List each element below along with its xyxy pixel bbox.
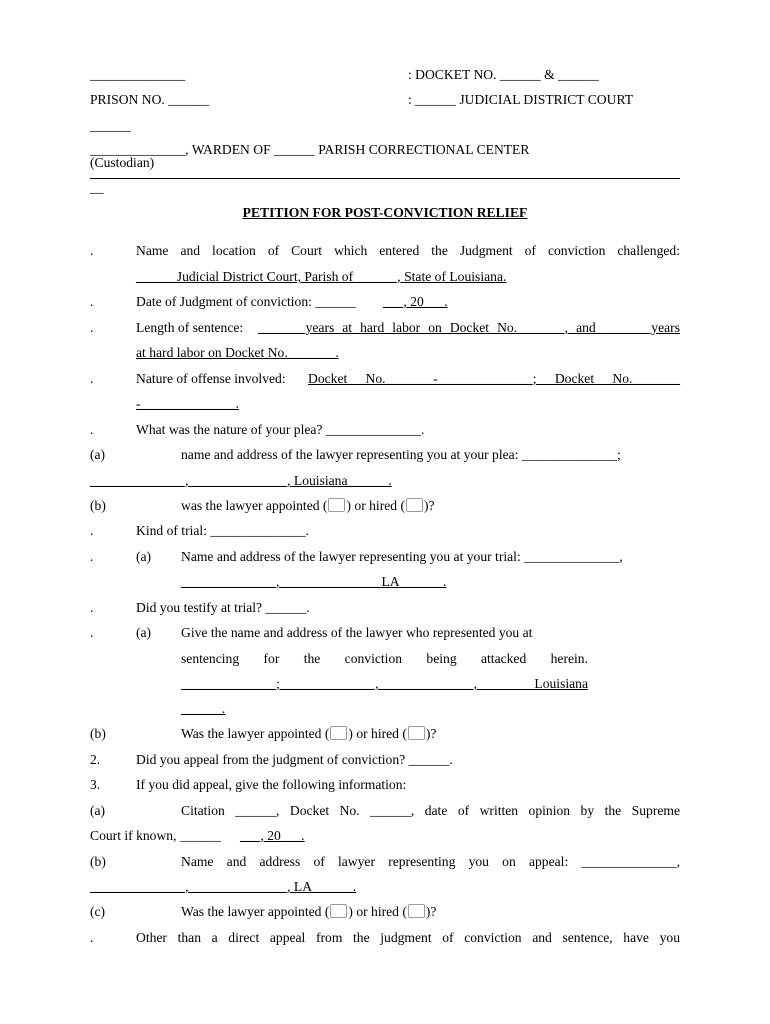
appeal-citation-question-2: Court if known, ______ xyxy=(90,828,221,843)
question-text: Was the lawyer appointed ( xyxy=(181,726,330,741)
warden-line: ______________, WARDEN OF ______ PARISH CORRECTIONAL CENTER xyxy=(90,142,530,157)
divider-tail: __ xyxy=(90,180,104,195)
sentencing-lawyer-answer-2: ______. xyxy=(181,701,226,716)
sentence-length-question: Length of sentence: xyxy=(136,320,244,335)
question-text: )? xyxy=(425,904,437,919)
question-text: ) or hired ( xyxy=(346,498,405,513)
docket-number: : DOCKET NO. ______ & ______ xyxy=(408,67,599,82)
hired-checkbox[interactable] xyxy=(406,498,423,512)
sentencing-lawyer-question-2: sentencing for the conviction being attacked herein. xyxy=(181,651,588,666)
appeal-date-answer: ___, 20___. xyxy=(240,828,305,843)
hired-checkbox[interactable] xyxy=(408,726,425,740)
item-number: . xyxy=(90,422,94,437)
subitem-label: (b) xyxy=(90,726,106,741)
subitem-label: (b) xyxy=(90,498,106,513)
sentence-length-answer: _______years at hard labor on Docket No._______, and _______years xyxy=(258,320,680,335)
other-proceedings-question: Other than a direct appeal from the judgment of conviction and sentence, have you xyxy=(136,930,680,945)
plea-lawyer-appointed-question xyxy=(181,498,435,514)
offense-answer-2: -______________. xyxy=(136,396,240,411)
subitem-label: (a) xyxy=(136,625,152,640)
hired-checkbox[interactable] xyxy=(408,904,425,918)
item-number: 2. xyxy=(90,752,101,767)
question-text: was the lawyer appointed ( xyxy=(181,498,328,513)
item-number: . xyxy=(90,371,94,386)
item-number: . xyxy=(90,294,94,309)
appeal-lawyer-answer: ______________, ______________, LA______. xyxy=(90,879,357,894)
appeal-question: Did you appeal from the judgment of conviction? ______. xyxy=(136,752,453,767)
question-text: )? xyxy=(423,498,435,513)
sentencing-lawyer-question: Give the name and address of the lawyer who represented you at xyxy=(181,625,533,640)
subitem-label: (c) xyxy=(90,904,106,919)
item-number: . xyxy=(90,930,94,945)
plea-question: What was the nature of your plea? ______________. xyxy=(136,422,425,437)
plea-lawyer-question: name and address of the lawyer representing you at your plea: ______________; xyxy=(181,447,621,462)
plea-lawyer-answer: ______________, ______________, Louisiana______. xyxy=(90,473,392,488)
appeal-lawyer-question: Name and address of lawyer representing you on appeal: ______________, xyxy=(181,854,680,869)
appointed-checkbox[interactable] xyxy=(328,498,345,512)
petitioner-name-blank: ______________ xyxy=(90,67,186,82)
subitem-label: (a) xyxy=(90,803,106,818)
sentencing-lawyer-answer: ______________;______________,______________, Louisiana xyxy=(181,676,588,691)
subitem-label: (a) xyxy=(90,447,106,462)
question-text: )? xyxy=(425,726,437,741)
item-number: . xyxy=(90,523,94,538)
sentencing-lawyer-appointed-question xyxy=(181,726,436,742)
appeal-lawyer-appointed-question xyxy=(181,904,436,920)
header-blank: ______ xyxy=(90,118,131,133)
appointed-checkbox[interactable] xyxy=(330,904,347,918)
appointed-checkbox[interactable] xyxy=(330,726,347,740)
court-location-question: Name and location of Court which entered the Judgment of conviction challenged: xyxy=(136,243,680,258)
item-number: . xyxy=(90,243,94,258)
prison-number: PRISON NO. ______ xyxy=(90,92,209,107)
header-divider xyxy=(90,178,680,179)
judgment-date-question: Date of Judgment of conviction: ______ xyxy=(136,294,357,309)
trial-kind-question: Kind of trial: ______________. xyxy=(136,523,309,538)
judgment-date-answer: ___, 20___. xyxy=(383,294,448,309)
judicial-district-court: : ______ JUDICIAL DISTRICT COURT xyxy=(408,92,633,107)
question-text: ) or hired ( xyxy=(348,726,407,741)
item-number: . xyxy=(90,549,94,564)
item-number: . xyxy=(90,625,94,640)
offense-answer: Docket No._______-______________; Docket No._______ xyxy=(308,371,680,386)
item-number: . xyxy=(90,320,94,335)
item-number: . xyxy=(90,600,94,615)
question-text: ) or hired ( xyxy=(348,904,407,919)
subitem-label: (b) xyxy=(90,854,106,869)
subitem-label: (a) xyxy=(136,549,152,564)
item-number: 3. xyxy=(90,777,101,792)
sentence-length-answer-2: at hard labor on Docket No._______. xyxy=(136,345,339,360)
trial-lawyer-answer: ______________, ______________ LA ______. xyxy=(181,574,447,589)
question-text: Was the lawyer appointed ( xyxy=(181,904,330,919)
offense-question: Nature of offense involved: xyxy=(136,371,286,386)
appeal-citation-question: Citation ______, Docket No. ______, date of written opinion by the Supreme xyxy=(181,803,680,818)
trial-lawyer-question: Name and address of the lawyer representing you at your trial: ______________, xyxy=(181,549,623,564)
page-title: PETITION FOR POST-CONVICTION RELIEF xyxy=(242,205,528,220)
court-location-answer: ______Judicial District Court, Parish of ______, State of Louisiana. xyxy=(136,269,507,284)
custodian-label: (Custodian) xyxy=(90,155,155,170)
testify-question: Did you testify at trial? ______. xyxy=(136,600,310,615)
appeal-info-question: If you did appeal, give the following information: xyxy=(136,777,407,792)
